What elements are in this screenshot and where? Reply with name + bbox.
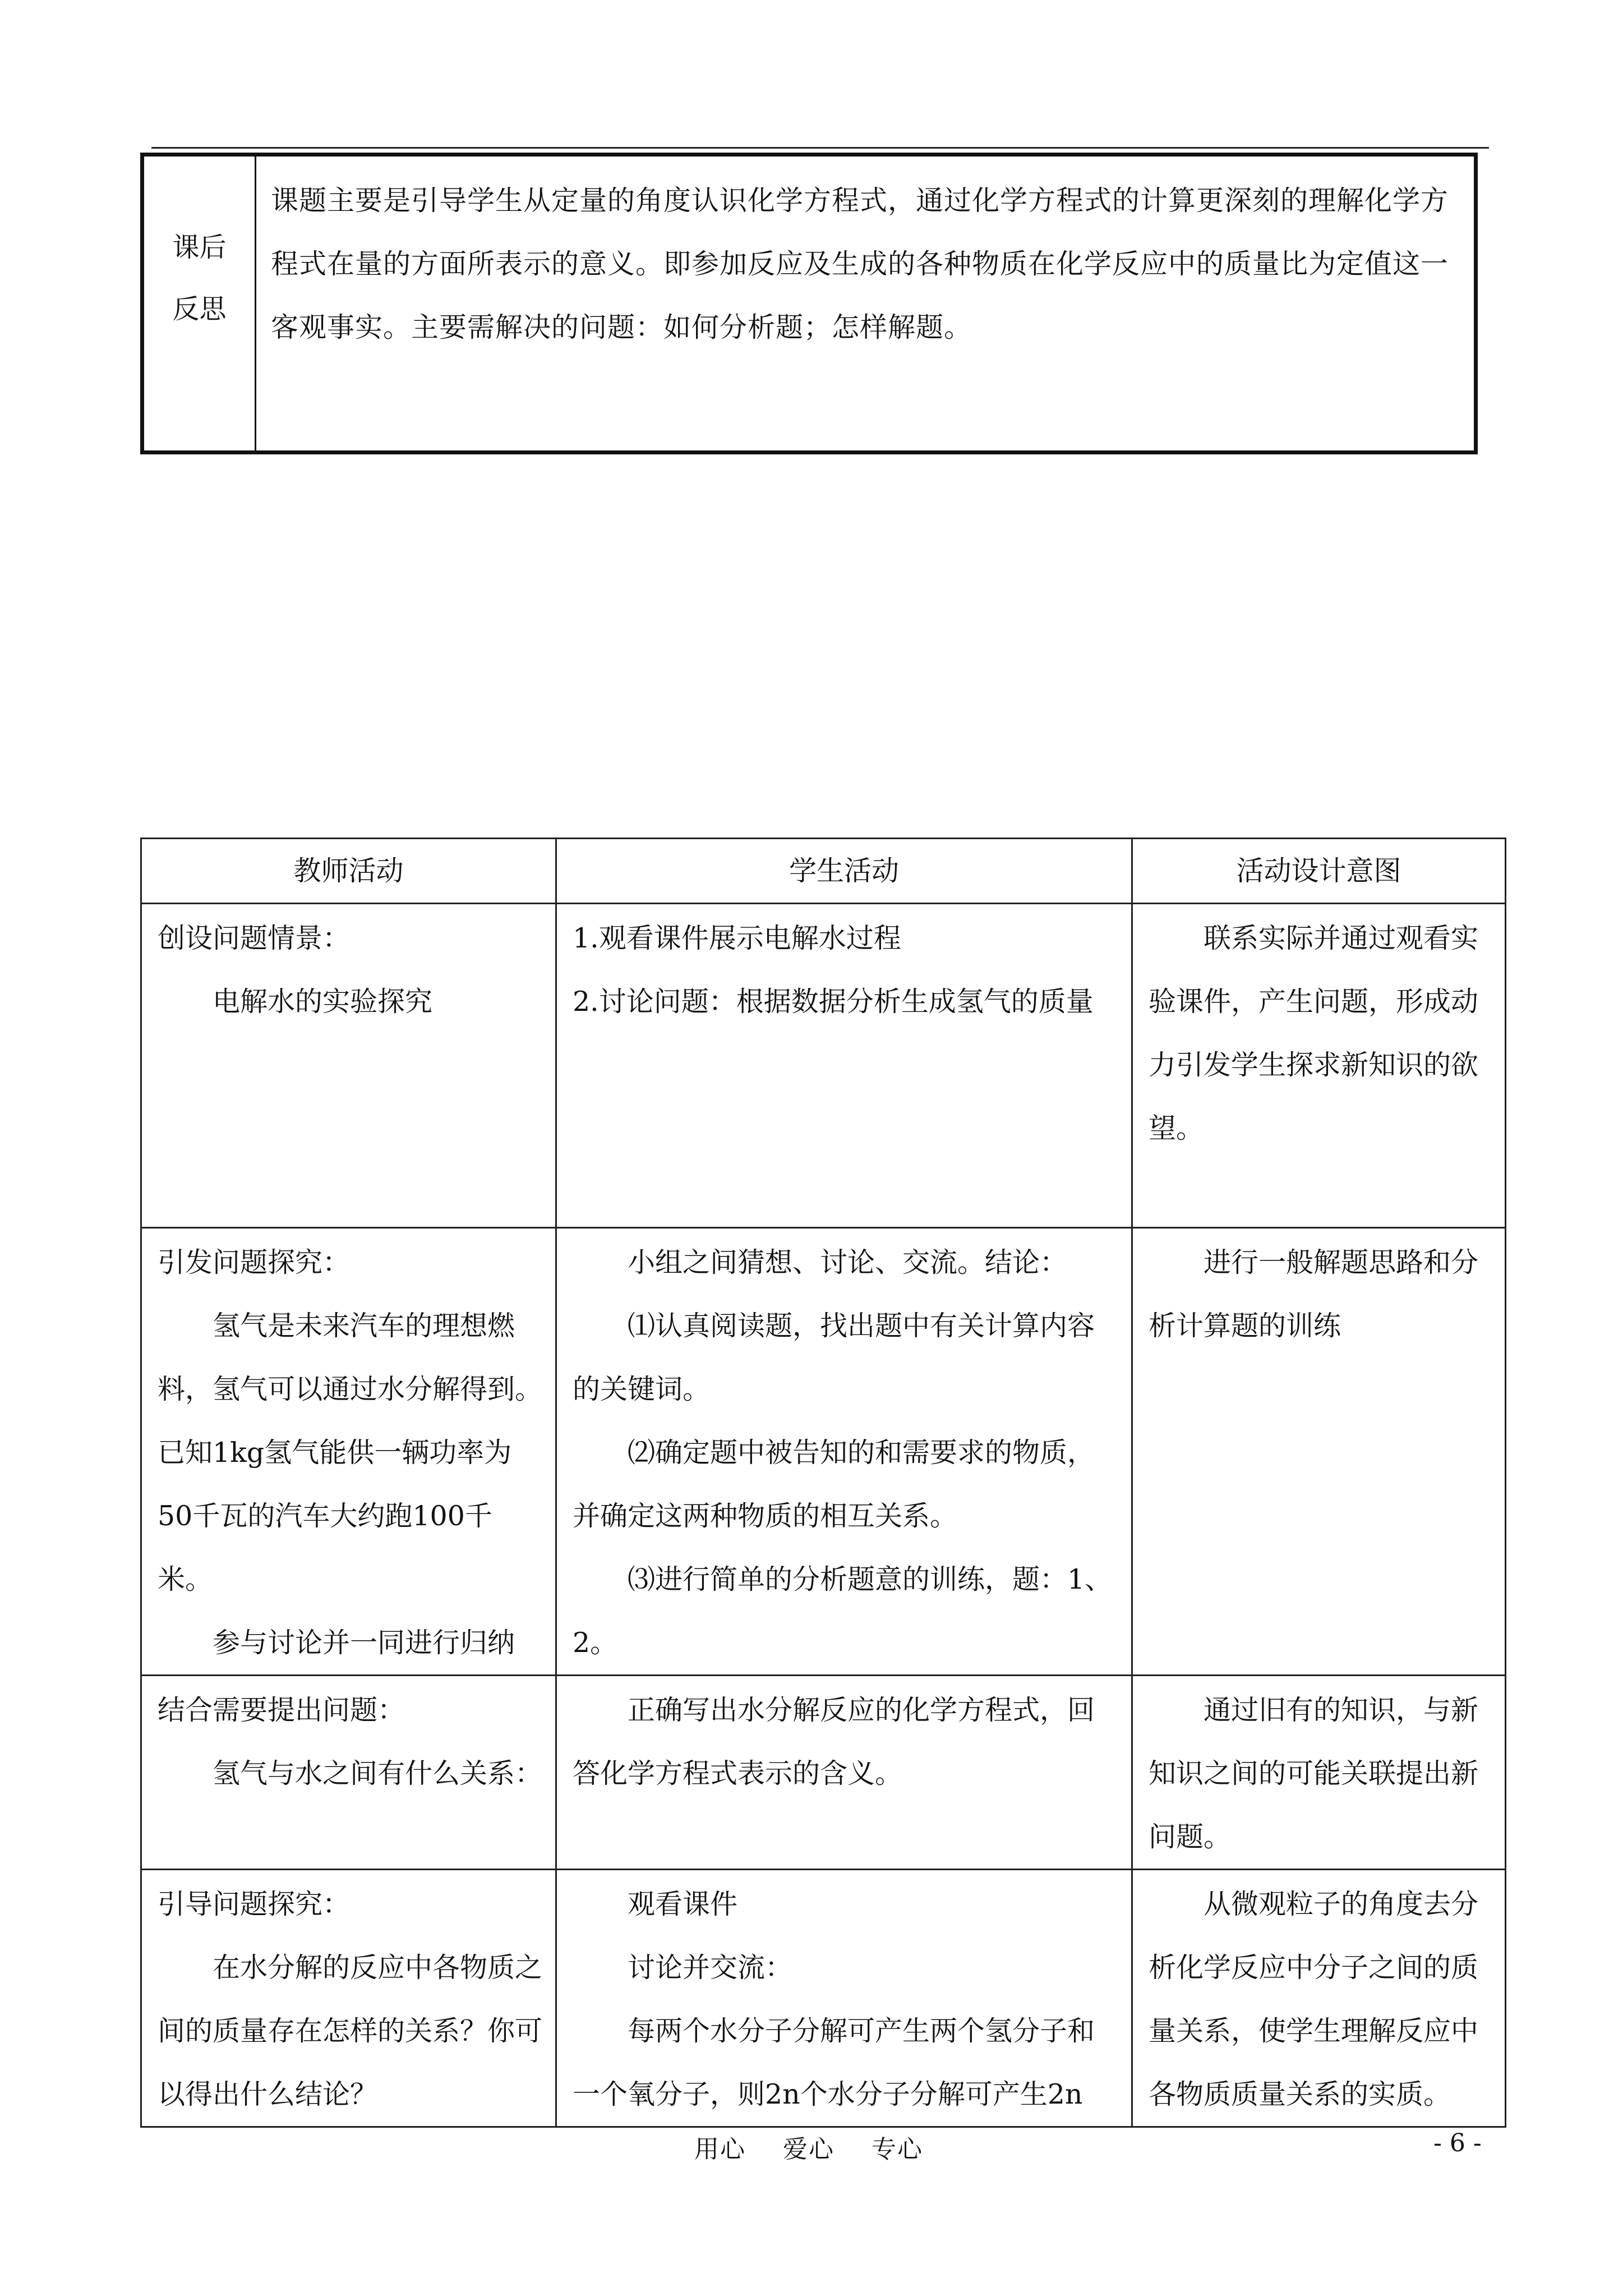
cell-line: 参与讨论并一同进行归纳 bbox=[213, 1627, 515, 1659]
student-cell bbox=[556, 1870, 1132, 2127]
cell-line: 每两个水分子分解可产生两个氢分子和一个氧分子，则2n个水分子分解可产生2n bbox=[573, 2015, 1095, 2110]
teacher-cell bbox=[141, 1676, 556, 1870]
cell-line: 联系实际并通过观看实验课件，产生问题，形成动力引发学生探求新知识的欲望。 bbox=[1149, 922, 1479, 1144]
header-teacher: 教师活动 bbox=[141, 839, 556, 904]
cell-line: 氢气是未来汽车的理想燃料，氢气可以通过水分解得到。已知1kg氢气能供一辆功率为50千瓦的汽车大约跑100千米。 bbox=[158, 1310, 543, 1595]
header-intent: 活动设计意图 bbox=[1132, 839, 1506, 904]
table-row bbox=[141, 904, 1506, 1228]
activity-table bbox=[140, 838, 1506, 2128]
teacher-cell bbox=[141, 1870, 556, 2127]
cell-line: 引导问题探究： bbox=[158, 1888, 351, 1920]
cell-line: 小组之间猜想、讨论、交流。结论： bbox=[628, 1246, 1068, 1278]
cell-line: 2.讨论问题：根据数据分析生成氢气的质量 bbox=[573, 986, 1094, 1018]
cell-line: 观看课件 bbox=[628, 1888, 738, 1920]
reflection-text: 课题主要是引导学生从定量的角度认识化学方程式，通过化学方程式的计算更深刻的理解化学方程式在量的方面所表示的意义。即参加反应及生成的各种物质在化学反应中的质量比为定值这一客观事实。主要需解决的问题：如何分析题；怎样解题。 bbox=[271, 185, 1449, 343]
intent-cell bbox=[1132, 904, 1506, 1228]
cell-line: ⑵确定题中被告知的和需要求的物质，并确定这两种物质的相互关系。 bbox=[573, 1437, 1095, 1532]
cell-line: 从微观粒子的角度去分析化学反应中分子之间的质量关系，使学生理解反应中各物质质量关系的实质。 bbox=[1149, 1888, 1479, 2110]
cell-line: 讨论并交流： bbox=[628, 1952, 793, 1984]
intent-cell bbox=[1132, 1676, 1506, 1870]
header-rule bbox=[151, 147, 1489, 149]
table-header-row bbox=[141, 839, 1506, 904]
intent-cell bbox=[1132, 1228, 1506, 1676]
table-row bbox=[141, 1228, 1506, 1676]
cell-line: 1.观看课件展示电解水过程 bbox=[573, 922, 901, 954]
reflection-label-line: 课后 bbox=[172, 232, 227, 263]
student-cell bbox=[556, 1676, 1132, 1870]
intent-cell bbox=[1132, 1870, 1506, 2127]
page-number: - 6 - bbox=[1433, 2129, 1482, 2157]
cell-line: ⑶进行简单的分析题意的训练，题：1、2。 bbox=[573, 1563, 1113, 1659]
footer-motto bbox=[694, 2129, 951, 2165]
cell-line: 进行一般解题思路和分析计算题的训练 bbox=[1149, 1246, 1479, 1342]
teacher-cell bbox=[141, 904, 556, 1228]
cell-line: 引发问题探究： bbox=[158, 1246, 351, 1278]
reflection-label-line: 反思 bbox=[172, 293, 227, 325]
cell-line: ⑴认真阅读题，找出题中有关计算内容的关键词。 bbox=[573, 1310, 1095, 1405]
teacher-cell bbox=[141, 1228, 556, 1676]
table-row bbox=[141, 1870, 1506, 2127]
reflection-table bbox=[140, 153, 1478, 454]
cell-line: 通过旧有的知识，与新知识之间的可能关联提出新问题。 bbox=[1149, 1694, 1479, 1853]
student-cell bbox=[556, 904, 1132, 1228]
student-cell bbox=[556, 1228, 1132, 1676]
footer-motto-item: 爱心 bbox=[783, 2135, 834, 2164]
cell-line: 正确写出水分解反应的化学方程式，回答化学方程式表示的含义。 bbox=[573, 1694, 1095, 1789]
footer-motto-item: 用心 bbox=[694, 2135, 746, 2164]
reflection-label bbox=[144, 157, 256, 450]
cell-line: 在水分解的反应中各物质之间的质量存在怎样的关系？你可以得出什么结论？ bbox=[158, 1952, 543, 2110]
header-student: 学生活动 bbox=[556, 839, 1132, 904]
cell-line: 结合需要提出问题： bbox=[158, 1694, 405, 1726]
footer-motto-item: 专心 bbox=[872, 2135, 923, 2164]
cell-line: 创设问题情景： bbox=[158, 922, 351, 954]
cell-line: 氢气与水之间有什么关系： bbox=[213, 1757, 543, 1789]
cell-line: 电解水的实验探究 bbox=[213, 986, 433, 1018]
table-row bbox=[141, 1676, 1506, 1870]
